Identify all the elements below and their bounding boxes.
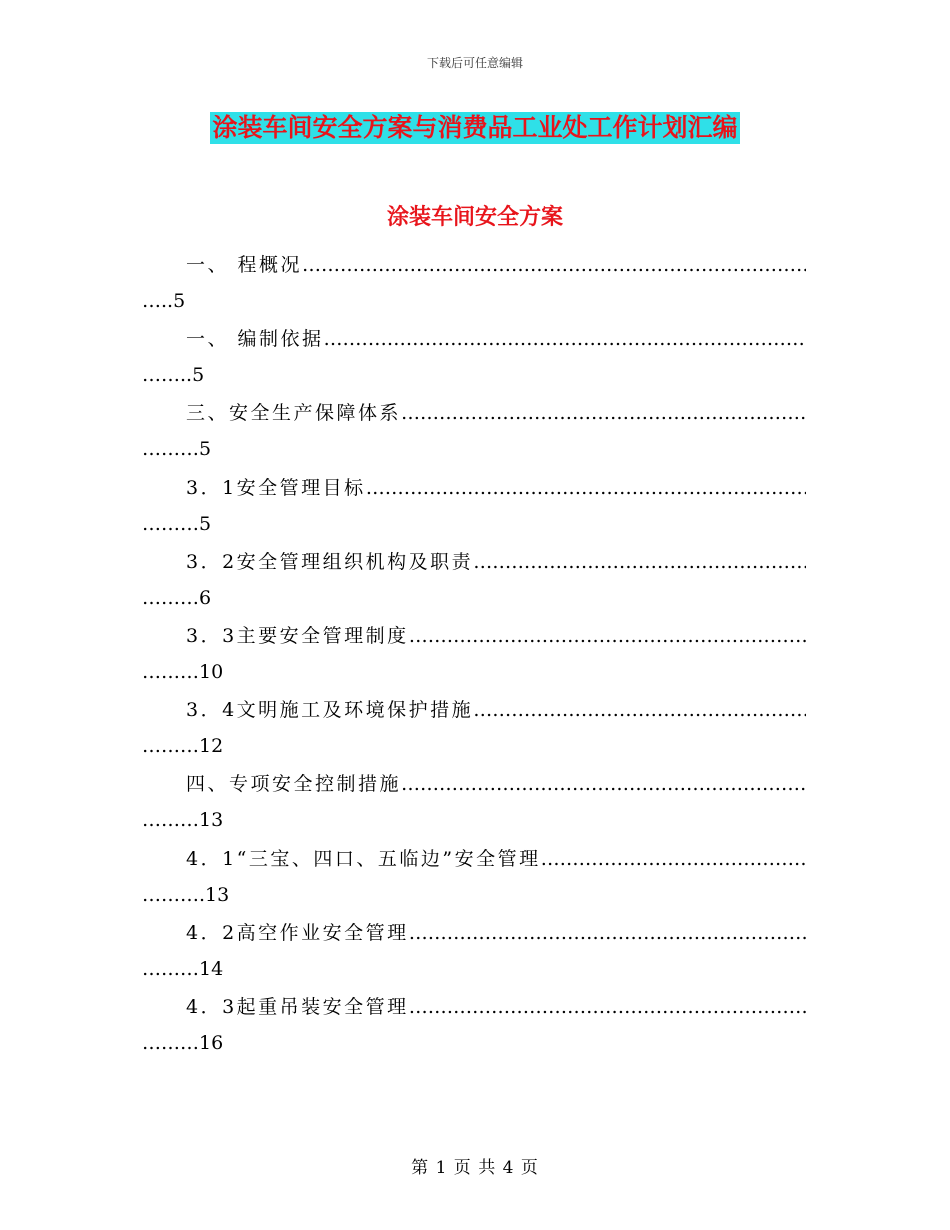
toc-entry-label: 3．4文明施工及环境保护措施 ……………………………………………………………………………………………………………: [186, 695, 806, 725]
toc-entry-label: 4．1“三宝、四口、五临边”安全管理 ……………………………………………………………………………………………………………: [186, 844, 806, 874]
page-number-footer: 第 1 页 共 4 页: [411, 1158, 539, 1178]
toc-entry-label: 3．3主要安全管理制度 ……………………………………………………………………………………………………………: [186, 621, 806, 651]
toc-entry[interactable]: [142, 547, 808, 621]
toc-entry-page: ……..5: [142, 364, 205, 387]
toc-entry[interactable]: [142, 769, 808, 843]
toc-entry-label: 一、 程概况 ……………………………………………………………………………………………………………: [186, 250, 806, 280]
toc-entry[interactable]: [142, 250, 808, 324]
toc-entry-label: 4．3起重吊装安全管理 ……………………………………………………………………………………………………………: [186, 992, 806, 1022]
toc-entry-label: 三、安全生产保障体系 ……………………………………………………………………………………………………………: [186, 398, 806, 428]
toc-entry[interactable]: [142, 992, 808, 1066]
toc-entry-page: ………5: [142, 438, 212, 461]
toc-entry[interactable]: [142, 918, 808, 992]
toc-entry[interactable]: [142, 473, 808, 547]
toc-entry-page: …..5: [142, 290, 186, 312]
toc-entry-page: ………13: [142, 809, 224, 832]
toc-entry-page: ………14: [142, 957, 224, 980]
toc-entry-page: ………16: [142, 1031, 224, 1054]
toc-entry-page: ………6: [142, 586, 212, 609]
section-title: 涂装车间安全方案: [386, 204, 563, 230]
toc-entry[interactable]: [142, 324, 808, 398]
header-note: 下载后可任意编辑: [426, 56, 523, 70]
toc-entry[interactable]: [142, 621, 808, 695]
toc-entry-page: ………12: [142, 735, 224, 758]
toc-entry-page: ……….13: [142, 883, 230, 906]
table-of-contents: [142, 250, 808, 1066]
toc-entry[interactable]: [142, 695, 808, 769]
toc-entry-page: ………10: [142, 660, 224, 683]
doc-title: 涂装车间安全方案与消费品工业处工作计划汇编: [212, 113, 738, 142]
doc-title-container: [0, 112, 950, 144]
toc-entry-label: 3．2安全管理组织机构及职责 ……………………………………………………………………………………………………………: [186, 547, 806, 577]
toc-entry-label: 4．2高空作业安全管理 ……………………………………………………………………………………………………………: [186, 918, 806, 948]
toc-entry-page: ………5: [142, 512, 212, 535]
toc-entry-label: 四、专项安全控制措施 ……………………………………………………………………………………………………………: [186, 769, 806, 799]
toc-entry[interactable]: [142, 398, 808, 472]
toc-entry-label: 3．1安全管理目标 ……………………………………………………………………………………………………………: [186, 473, 806, 503]
toc-entry[interactable]: [142, 844, 808, 918]
toc-entry-label: 一、 编制依据 ……………………………………………………………………………………………………………: [186, 324, 806, 354]
